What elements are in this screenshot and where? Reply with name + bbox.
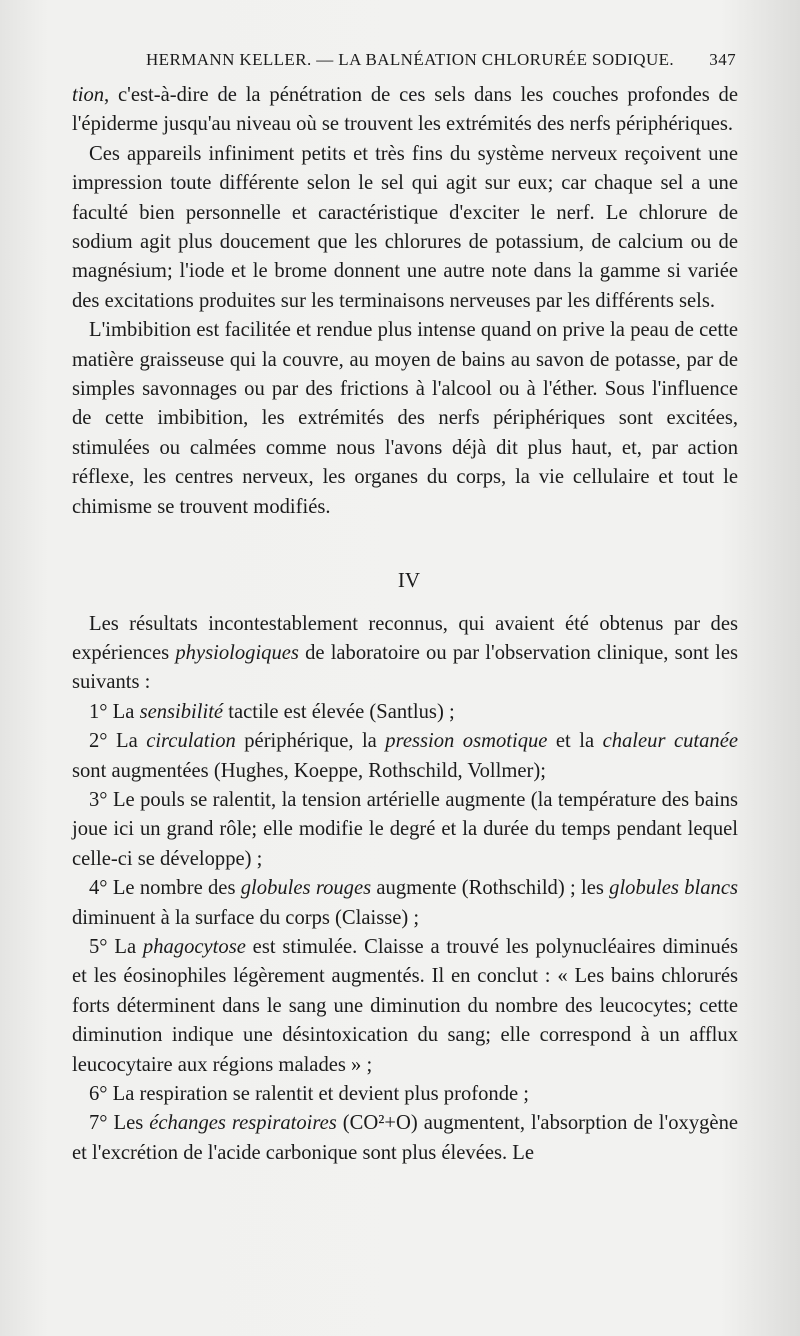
text: 5° La xyxy=(89,935,143,958)
text: 2° La xyxy=(89,730,147,753)
italic-text: globules rouges xyxy=(240,877,372,900)
list-item: 6° La respiration se ralentit et devient plus profonde ; xyxy=(89,1083,530,1105)
text: (CO²+O) augmentent, l'absorption de l'oxygène et l'excrétion de l'acide carbonique sont plus élevées. Le xyxy=(72,1112,739,1164)
italic-text: sensibilité xyxy=(139,700,224,723)
page-number: 347 xyxy=(709,50,736,69)
italic-text: circulation xyxy=(146,730,236,753)
italic-text: physiologiques xyxy=(175,641,299,664)
italic-text: chaleur cutanée xyxy=(602,730,738,753)
italic-text: tion xyxy=(72,84,105,106)
text: 7° Les xyxy=(89,1112,150,1135)
running-title: HERMANN KELLER. — LA BALNÉATION CHLORURÉE SODIQUE. xyxy=(146,50,675,69)
text: 4° Le nombre des xyxy=(89,877,241,900)
italic-text: pression osmotique xyxy=(385,730,548,753)
body-text xyxy=(72,81,738,1168)
text: Les résultats incontestablement reconnus, qui avaient été obtenus par des expériences xyxy=(72,612,738,664)
paragraph: Ces appareils infiniment petits et très fins du système nerveux reçoivent une impression toute différente selon le sel qui agit sur eux; car chaque sel a une faculté bien personnelle et caractéristique d'exciter le nerf. Le chlorure de sodium agit plus doucement que les chlorures de potassium, de calcium ou de magnésium; l'iode et le brome donnent une autre note dans la gamme si variée des excitations produites sur les terminaisons nerveuses par les différents sels. xyxy=(72,142,738,312)
italic-text: globules blancs xyxy=(609,877,738,900)
text: , c'est-à-dire de la pénétration de ces sels dans les couches profondes de l'épiderme jusqu'au niveau où se trouvent les extrémités des nerfs périphériques. xyxy=(72,84,738,136)
text: tactile est élevée (Santlus) ; xyxy=(223,700,455,723)
list-item xyxy=(72,698,738,727)
text: périphérique, la xyxy=(235,730,386,753)
text: est stimulée. Claisse a trouvé les polynucléaires diminués et les éosinophiles légèrement augmentés. Il en conclut : « Les bains chlorurés forts déterminent dans le sang une diminution du nombre des leucocytes; cette diminution indique une désintoxication du sang; elle correspond à un afflux leucocytaire aux régions malades » ; xyxy=(72,935,738,1076)
italic-text: échanges respiratoires xyxy=(149,1112,337,1135)
paragraph: L'imbibition est facilitée et rendue plus intense quand on prive la peau de cette matière graisseuse qui la couvre, au moyen de bains au savon de potasse, par de simples savonnages ou par des frictions à l'alcool ou à l'éther. Sous l'influence de cette imbibition, les extrémités des nerfs périphériques sont excitées, stimulées ou calmées comme nous l'avons déjà dit plus haut, et, par action réflexe, les centres nerveux, les organes du corps, la vie cellulaire et tout le chimisme se trouvent modifiés. xyxy=(72,319,738,518)
italic-text: phagocytose xyxy=(142,935,246,958)
paragraph xyxy=(72,81,738,140)
text: et la xyxy=(547,730,603,753)
text: sont augmentées (Hughes, Koeppe, Rothschild, Vollmer); xyxy=(72,759,546,782)
list-item xyxy=(72,933,738,1080)
text: diminuent à la surface du corps (Claisse) ; xyxy=(72,906,420,929)
running-header xyxy=(146,50,746,80)
list-item xyxy=(72,1109,738,1168)
text: de laboratoire ou par l'observation clinique, sont les suivants : xyxy=(72,641,738,694)
text: 1° La xyxy=(89,700,140,723)
paragraph xyxy=(72,610,738,698)
list-item xyxy=(72,727,738,786)
section-heading: IV xyxy=(397,568,421,593)
list-item: 3° Le pouls se ralentit, la tension artérielle augmente (la température des bains joue ici un grand rôle; elle modifie le degré et la durée du temps pendant lequel celle-ci se développe) ; xyxy=(72,788,738,870)
text: augmente (Rothschild) ; les xyxy=(371,877,610,900)
list-item xyxy=(72,874,738,933)
